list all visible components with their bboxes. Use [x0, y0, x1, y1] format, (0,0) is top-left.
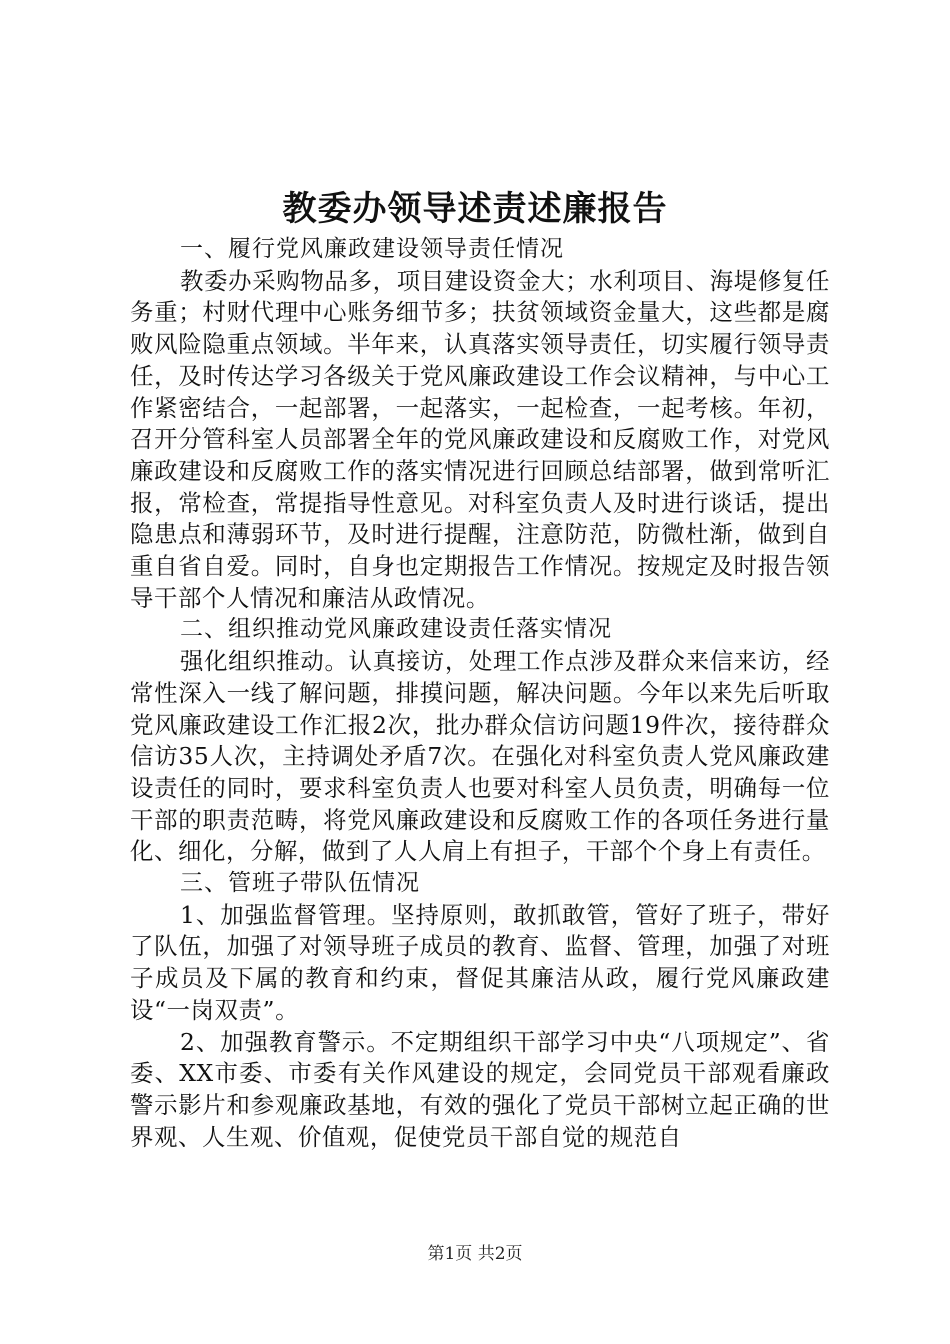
document-title: 教委办领导述责述廉报告 [282, 189, 668, 229]
section-heading-2: 二、组织推动党风廉政建设责任落实情况 [180, 616, 612, 643]
document-body [130, 234, 830, 1153]
paragraph-3: 1、加强监督管理。坚持原则，敢抓敢管，管好了班子，带好了队伍，加强了对领导班子成员的教育、监督、管理，加强了对班子成员及下属的教育和约束，督促其廉洁从政，履行党风廉政建设“一岗双责”。 [130, 900, 830, 1024]
section-heading-3: 三、管班子带队伍情况 [180, 870, 420, 897]
paragraph-1: 教委办采购物品多，项目建设资金大；水利项目、海堤修复任务重；村财代理中心账务细节多；扶贫领域资金量大，这些都是腐败风险隐重点领域。半年来，认真落实领导责任，切实履行领导责任，及时传达学习各级关于党风廉政建设工作会议精神，与中心工作紧密结合，一起部署，一起落实，一起检查，一起考核。年初，召开分管科室人员部署全年的党风廉政建设和反腐败工作，对党风廉政建设和反腐败工作的落实情况进行回顾总结部署，做到常听汇报，常检查，常提指导性意见。对科室负责人及时进行谈话，提出隐患点和薄弱环节，及时进行提醒，注意防范，防微杜渐，做到自重自省自爱。同时，自身也定期报告工作情况。按规定及时报告领导干部个人情况和廉洁从政情况。 [130, 266, 830, 612]
section-heading-1: 一、履行党风廉政建设领导责任情况 [180, 236, 564, 262]
paragraph-4: 2、加强教育警示。不定期组织干部学习中央“八项规定”、省委、XX市委、市委有关作风建设的规定，会同党员干部观看廉政警示影片和参观廉政基地，有效的强化了党员干部树立起正确的世界观、人生观、价值观，促使党员干部自觉的规范自 [130, 1027, 830, 1151]
paragraph-2: 强化组织推动。认真接访，处理工作点涉及群众来信来访，经常性深入一线了解问题，排摸问题，解决问题。今年以来先后听取党风廉政建设工作汇报2次，批办群众信访问题19件次，接待群众信访35人次，主持调处矛盾7次。在强化对科室负责人党风廉政建设责任的同时，要求科室负责人也要对科室人员负责，明确每一位干部的职责范畴，将党风廉政建设和反腐败工作的各项任务进行量化、细化，分解，做到了人人肩上有担子，干部个个身上有责任。 [130, 647, 830, 866]
page-footer: 第1页 共2页 [427, 1244, 523, 1264]
